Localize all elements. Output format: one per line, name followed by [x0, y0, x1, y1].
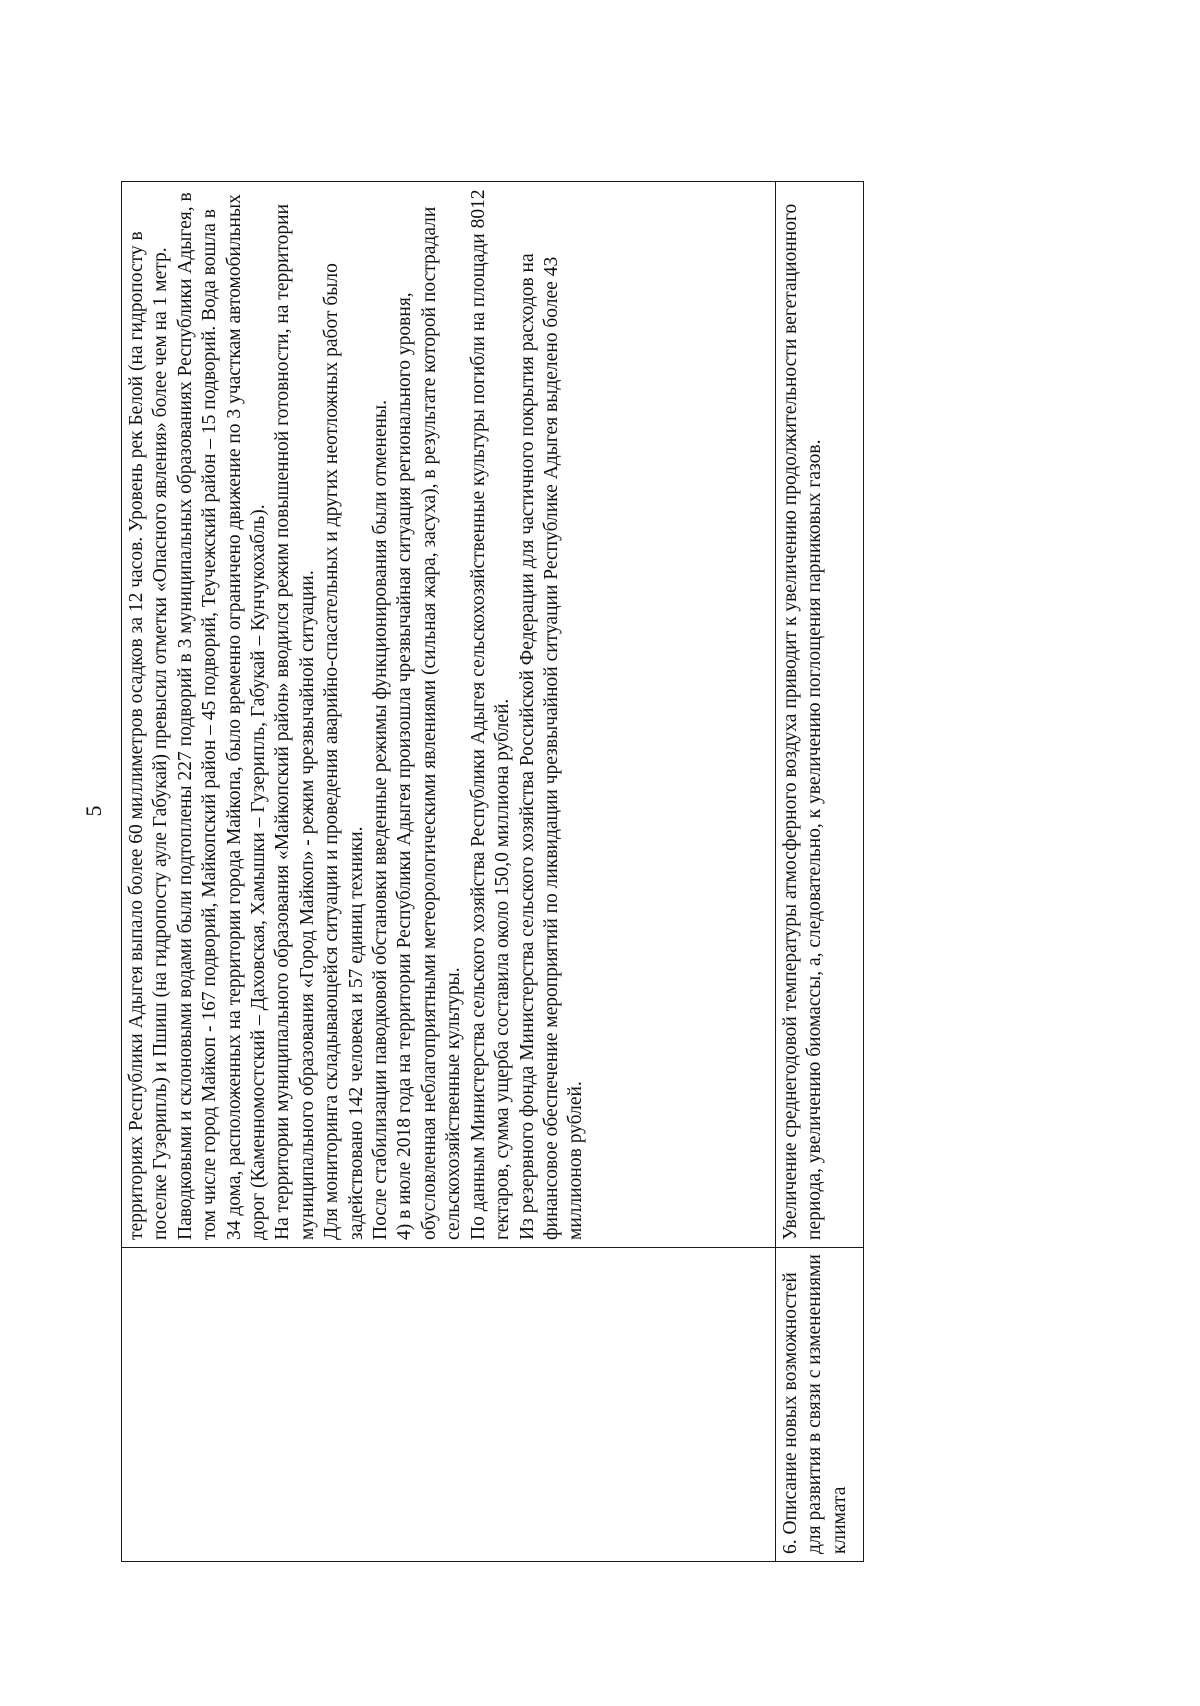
paragraph-regimes-cancelled: После стабилизации паводковой обстановки введенные режимы функционирования были отменены.: [370, 399, 392, 1240]
row-label-cell: [122, 1248, 776, 1562]
paragraph-monitoring: Для мониторинга складывающейся ситуации и проведения аварийно-спасательных и других неотложных работ было задействовано 142 человека и 57 единиц техники.: [321, 263, 367, 1240]
paragraph-drought-2018: 4) в июле 2018 года на территории Республики Адыгея произошла чрезвычайная ситуация регионального уровня, обусловленная неблагоприятными метеорологическими явлениями (сильная жара, засуха), в результате которой пострадали сельскохозяйственные культуры.: [394, 206, 465, 1240]
row-content-cell: Увеличение среднегодовой температуры атмосферного воздуха приводит к увеличению продолжительности вегетационного периода, увеличению биомассы, а, следовательно, к увеличению поглощения парниковых газов.: [776, 182, 864, 1248]
table-row-new-opportunities: [776, 182, 864, 1562]
paragraph-flooded-households: Паводковыми и склоновыми водами были подтоплены 227 подворий в 3 муниципальных образованиях Республики Адыгея, в том числе город Майкоп - 167 подворий, Майкопский район – 45 подворий, Теучежский район – 15 подворий. Вода вошла в 34 дома, расположенных на территории города Майкопа, было временно ограничено движение по 3 участкам автомобильных дорог (Каменномостский – Даховская, Хамышки – Гузерипль, Габукай – Кунчукохабль).: [174, 192, 270, 1240]
paragraph-river-levels: территориях Республики Адыгея выпало более 60 миллиметров осадков за 12 часов. Уровень рек Белой (на гидропосту в поселке Гузерипль) и Пшиш (на гидропосту ауле Габукай) превысил отметки «Опасного явления» более чем на 1 метр.: [126, 231, 172, 1240]
page-number: 5: [81, 805, 106, 817]
table-row-continued: [122, 182, 776, 1562]
row-label-cell: 6. Описание новых возможностей для развития в связи с изменениями климата: [776, 1248, 864, 1562]
paragraph-reserve-fund: Из резервного фонда Министерства сельского хозяйства Российской Федерации для частичного покрытия расходов на финансовое обеспечение мероприятий по ликвидации чрезвычайной ситуации Республике Адыгея выделено более 43 миллионов рублей.: [516, 253, 587, 1240]
document-table: [121, 181, 864, 1562]
paragraph-crop-damage: По данным Министерства сельского хозяйства Республики Адыгея сельскохозяйственные культуры погибли на площади 8012 гектаров, сумма ущерба составила около 150,0 миллиона рублей.: [467, 189, 514, 1240]
paragraph-emergency-regime: На территории муниципального образования «Майкопский район» вводился режим повышенной готовности, на территории муниципального образования «Город Майкоп» - режим чрезвычайной ситуации.: [272, 203, 318, 1240]
row-content-cell: [122, 182, 776, 1248]
